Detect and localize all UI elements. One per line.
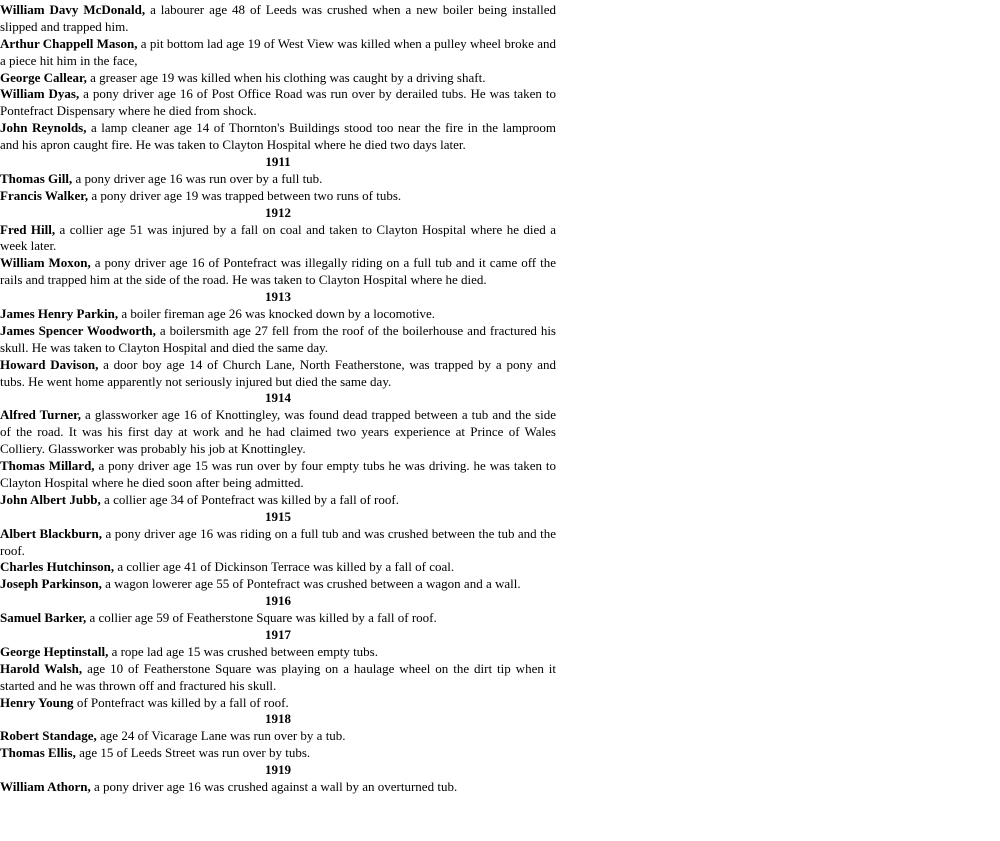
fatality-entry (0, 323, 556, 357)
entry-description: a pony driver age 16 was run over by a full tub. (72, 170, 323, 186)
fatality-entry (0, 492, 556, 509)
entry-description: a pony driver age 19 was trapped between two runs of tubs. (88, 187, 402, 203)
entry-description: age 15 of Leeds Street was run over by tubs. (75, 745, 311, 761)
entry-person-name: Charles Hutchinson, (0, 559, 115, 575)
year-heading: 1917 (265, 626, 291, 642)
entry-description: a pit bottom lad age 19 of West View was killed when a pulley wheel broke and a piece hit him in the face, (0, 35, 556, 68)
entry-description: a pony driver age 16 of Post Office Road was run over by derailed tubs. He was taken to Pontefract Dispensary where he died from shock. (0, 86, 556, 119)
entry-person-name: Samuel Barker, (0, 610, 87, 626)
fatality-entry (0, 745, 556, 762)
entry-description: age 24 of Vicarage Lane was run over by a tub. (96, 728, 346, 744)
fatality-entry (0, 695, 556, 712)
fatality-entry (0, 559, 556, 576)
fatality-entry (0, 728, 556, 745)
fatality-entry (0, 576, 556, 593)
entry-person-name: Howard Davison, (0, 356, 99, 372)
fatality-entry (0, 222, 556, 256)
entry-description: a collier age 34 of Pontefract was killed by a fall of roof. (100, 491, 399, 507)
entry-description: a labourer age 48 of Leeds was crushed when a new boiler being installed slipped and trapped him. (0, 2, 556, 34)
entry-person-name: Joseph Parkinson, (0, 576, 102, 592)
fatality-entry (0, 661, 556, 695)
entry-person-name: George Heptinstall, (0, 643, 109, 659)
entry-description: a wagon lowerer age 55 of Pontefract was crushed between a wagon and a wall. (101, 576, 521, 592)
entry-description: a lamp cleaner age 14 of Thornton's Buildings stood too near the fire in the lamproom and his apron caught fire. He was taken to Clayton Hospital where he died two days later. (0, 120, 556, 153)
entry-person-name: Thomas Gill, (0, 170, 73, 186)
fatality-entry (0, 610, 556, 627)
entry-person-name: James Spencer Woodworth, (0, 322, 156, 338)
entry-description: a pony driver age 16 was crushed against a wall by an overturned tub. (90, 778, 458, 794)
entry-description: a greaser age 19 was killed when his clothing was caught by a driving shaft. (86, 69, 486, 85)
entry-person-name: William Davy McDonald, (0, 2, 146, 17)
fatality-entry (0, 306, 556, 323)
entry-description: of Pontefract was killed by a fall of roof. (73, 694, 289, 710)
year-heading: 1911 (265, 154, 291, 170)
year-heading: 1919 (265, 762, 291, 778)
fatality-entry (0, 644, 556, 661)
fatality-entry (0, 86, 556, 120)
entry-person-name: Thomas Ellis, (0, 745, 76, 761)
entry-person-name: George Callear, (0, 69, 87, 85)
year-heading: 1912 (265, 204, 291, 220)
fatality-entry (0, 458, 556, 492)
entry-description: a collier age 59 of Featherstone Square was killed by a fall of roof. (86, 610, 437, 626)
year-heading: 1914 (265, 390, 291, 406)
fatality-entry (0, 407, 556, 458)
fatality-entry (0, 357, 556, 391)
entry-description: a pony driver age 15 was run over by four empty tubs he was driving. he was taken to Clayton Hospital where he died soon after being admitted. (0, 458, 556, 490)
entry-person-name: Fred Hill, (0, 221, 56, 237)
fatality-entry (0, 188, 556, 205)
entry-person-name: Harold Walsh, (0, 660, 83, 676)
entry-description: a rope lad age 15 was crushed between empty tubs. (108, 643, 378, 659)
entry-description: a pony driver age 16 was riding on a full tub and was crushed between the tub and the roof. (0, 525, 556, 558)
fatality-entry (0, 171, 556, 188)
entry-person-name: Alfred Turner, (0, 407, 81, 423)
entry-person-name: Robert Standage, (0, 728, 97, 744)
entry-person-name: Albert Blackburn, (0, 525, 103, 541)
fatality-entry (0, 120, 556, 154)
entry-person-name: John Reynolds, (0, 120, 87, 136)
fatality-entry (0, 36, 556, 70)
entry-person-name: Arthur Chappell Mason, (0, 35, 138, 51)
entry-description: a door boy age 14 of Church Lane, North Featherstone, was trapped by a pony and tubs. He went home apparently not seriously injured but died the same day. (0, 356, 556, 389)
fatality-entry (0, 255, 556, 289)
fatality-entry (0, 2, 556, 36)
fatality-entry (0, 779, 556, 796)
entry-description: a pony driver age 16 of Pontefract was illegally riding on a full tub and it came off the rails and trapped him at the side of the road. He was taken to Clayton Hospital where he died. (0, 255, 556, 288)
fatality-entry (0, 70, 556, 87)
year-heading: 1913 (265, 289, 291, 305)
entry-description: a collier age 41 of Dickinson Terrace was killed by a fall of coal. (114, 559, 455, 575)
fatality-entry (0, 526, 556, 560)
entry-person-name: William Athorn, (0, 778, 91, 794)
entry-description: a collier age 51 was injured by a fall on coal and taken to Clayton Hospital where he died a week later. (0, 221, 556, 254)
entry-description: a boiler fireman age 26 was knocked down by a locomotive. (118, 306, 436, 322)
entry-description: age 10 of Featherstone Square was playing on a haulage wheel on the dirt tip when it started and he was thrown off and fractured his skull. (0, 660, 557, 693)
entry-person-name: John Albert Jubb, (0, 491, 101, 507)
entry-person-name: William Moxon, (0, 255, 91, 271)
entry-person-name: Henry Young (0, 694, 74, 710)
entry-person-name: James Henry Parkin, (0, 306, 119, 322)
entry-person-name: Thomas Millard, (0, 458, 95, 474)
entry-description: a glassworker age 16 of Knottingley, was found dead trapped between a tub and the side of the road. It was his first day at work and he had claimed two years experience at Prince of Wales Colliery. Glassworker was probably his job at Knottingley. (0, 407, 556, 457)
entry-person-name: Francis Walker, (0, 187, 89, 203)
entry-person-name: William Dyas, (0, 86, 80, 102)
year-heading: 1915 (265, 508, 291, 524)
year-heading: 1916 (265, 593, 291, 609)
entry-description: a boilersmith age 27 fell from the roof of the boilerhouse and fractured his skull. He was taken to Clayton Hospital and died the same day. (0, 322, 556, 355)
year-heading: 1918 (265, 711, 291, 727)
